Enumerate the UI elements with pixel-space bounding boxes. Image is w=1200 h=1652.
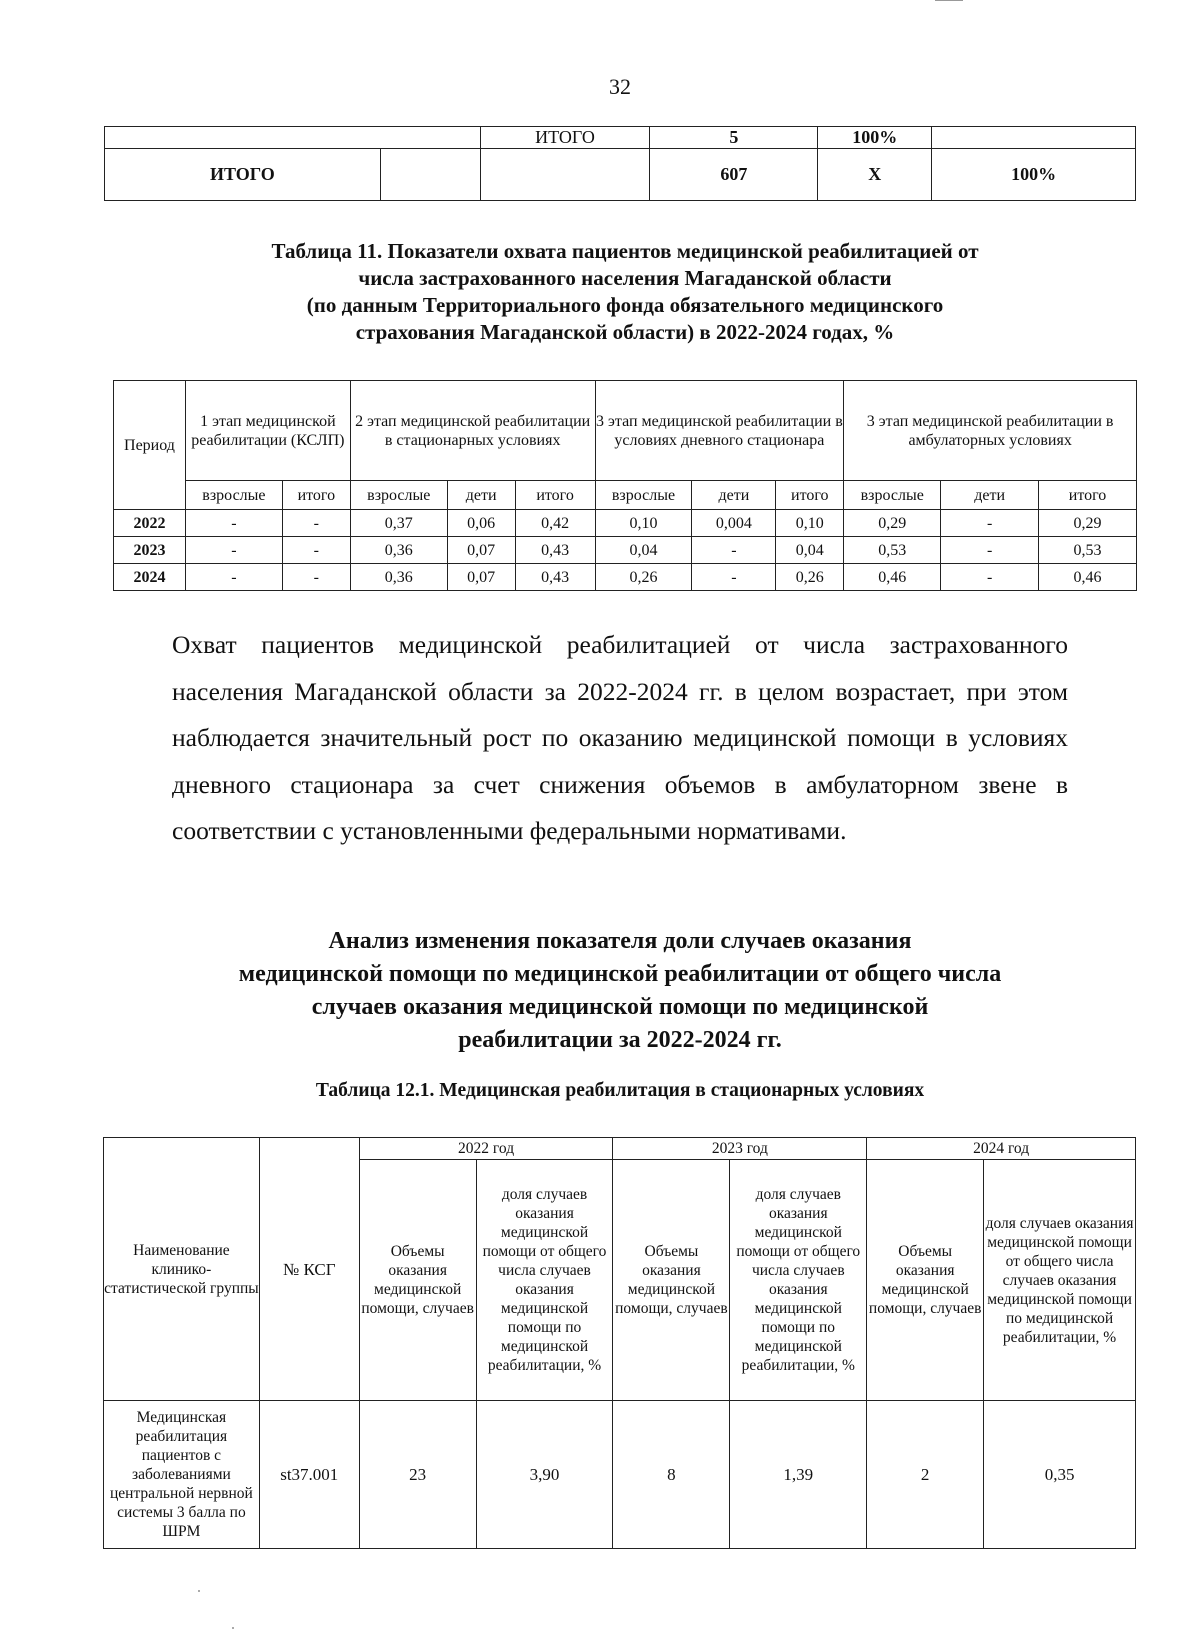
table-cell: -: [692, 537, 776, 564]
table-cell: 100%: [932, 149, 1136, 201]
header-ksg: № КСГ: [259, 1138, 359, 1401]
table-row: [105, 149, 1136, 201]
title-line: числа застрахованного населения Магаданской области: [358, 266, 892, 290]
table-row: [105, 127, 1136, 149]
table-row: [114, 537, 1137, 564]
header-year: 2022 год: [359, 1138, 613, 1160]
header-stage3-day: 3 этап медицинской реабилитации в условиях дневного стационара: [595, 381, 844, 481]
table-cell: 607: [650, 149, 818, 201]
year-cell: 2022: [114, 510, 186, 537]
table-cell: ИТОГО: [105, 149, 381, 201]
header-year: 2024 год: [867, 1138, 1136, 1160]
table-cell: -: [185, 510, 282, 537]
scan-speck: [198, 1590, 200, 1592]
header-stage1: 1 этап медицинской реабилитации (КСЛП): [185, 381, 350, 481]
title-line: страхования Магаданской области) в 2022-2024 годах, %: [355, 320, 895, 344]
table-cell: 0,10: [776, 510, 844, 537]
year-cell: 2023: [114, 537, 186, 564]
table11-title: [160, 238, 1090, 346]
header-volume: Объемы оказания медицинской помощи, случаев: [613, 1160, 730, 1401]
table-cell: 0,53: [844, 537, 941, 564]
table-cell: 23: [359, 1401, 476, 1549]
header-volume: Объемы оказания медицинской помощи, случаев: [867, 1160, 984, 1401]
table12-title: Таблица 12.1. Медицинская реабилитация в стационарных условиях: [315, 1080, 925, 1101]
table-row: [104, 1401, 1136, 1549]
table-cell: [480, 149, 650, 201]
heading-line: случаев оказания медицинской помощи по медицинской: [311, 994, 929, 1020]
heading-line: реабилитации за 2022-2024 гг.: [458, 1027, 782, 1053]
table-cell: [105, 127, 481, 149]
table-cell: 0,53: [1039, 537, 1137, 564]
table-cell: ИТОГО: [480, 127, 650, 149]
table-cell: 0,06: [447, 510, 515, 537]
header-share: доля случаев оказания медицинской помощи от общего числа случаев оказания медицинской помощи по медицинской реабилитации, %: [984, 1160, 1136, 1401]
table-cell: [380, 149, 480, 201]
table-cell: 2: [867, 1401, 984, 1549]
header-period: Период: [114, 381, 186, 510]
table-cell: -: [282, 510, 350, 537]
table-cell: 0,004: [692, 510, 776, 537]
header-stage3-amb: 3 этап медицинской реабилитации в амбулаторных условиях: [844, 381, 1137, 481]
table-cell: 0,46: [844, 564, 941, 591]
subheader-cell: взрослые: [595, 481, 692, 510]
subheader-cell: итого: [282, 481, 350, 510]
subheader-cell: взрослые: [185, 481, 282, 510]
summary-table: [104, 126, 1136, 201]
table-cell: 0,36: [350, 537, 447, 564]
coverage-table: [113, 380, 1137, 591]
subheader-cell: дети: [941, 481, 1039, 510]
table-cell: 0,35: [984, 1401, 1136, 1549]
table-cell: 0,46: [1039, 564, 1137, 591]
table-cell: -: [185, 564, 282, 591]
table-cell: 3,90: [476, 1401, 613, 1549]
rehab-table: [103, 1137, 1136, 1549]
title-line: (по данным Территориального фонда обязательного медицинского: [306, 293, 944, 317]
year-cell: 2024: [114, 564, 186, 591]
table-cell: 100%: [818, 127, 932, 149]
header-row: [104, 1138, 1136, 1160]
table-cell: 0,26: [595, 564, 692, 591]
table-cell: -: [185, 537, 282, 564]
table-cell: -: [282, 564, 350, 591]
subheader-cell: взрослые: [350, 481, 447, 510]
table-cell: 1,39: [730, 1401, 867, 1549]
table-cell: -: [692, 564, 776, 591]
table-cell: [932, 127, 1136, 149]
subheader-cell: итого: [776, 481, 844, 510]
table-cell: 0,29: [844, 510, 941, 537]
header-row: [114, 381, 1137, 481]
section-heading: [130, 925, 1110, 1057]
body-paragraph: Охват пациентов медицинской реабилитацией от числа застрахованного населения Магаданской области за 2022-2024 гг. в целом возрастает, при этом наблюдается значительный рост по оказанию медицинской помощи в условиях дневного стационара за счет снижения объемов в амбулаторном звене в соответствии с установленными федеральными нормативами.: [172, 630, 1068, 845]
table-cell: 8: [613, 1401, 730, 1549]
table-cell: 0,29: [1039, 510, 1137, 537]
subheader-cell: дети: [692, 481, 776, 510]
table-cell: 0,26: [776, 564, 844, 591]
table-cell: -: [941, 510, 1039, 537]
table-cell: 0,04: [595, 537, 692, 564]
table-cell: 5: [650, 127, 818, 149]
subheader-cell: итого: [515, 481, 595, 510]
subheader-cell: взрослые: [844, 481, 941, 510]
table-cell: 0,07: [447, 564, 515, 591]
table-cell: 0,42: [515, 510, 595, 537]
header-group-name: Наименование клинико-статистической группы: [104, 1138, 260, 1401]
table-row: [114, 564, 1137, 591]
heading-line: Анализ изменения показателя доли случаев оказания: [328, 928, 912, 954]
table-cell: -: [941, 537, 1039, 564]
group-name-cell: Медицинская реабилитация пациентов с заболеваниями центральной нервной системы 3 балла по ШРМ: [104, 1401, 260, 1549]
table-cell: Х: [818, 149, 932, 201]
table-cell: 0,10: [595, 510, 692, 537]
table-cell: 0,43: [515, 537, 595, 564]
header-volume: Объемы оказания медицинской помощи, случаев: [359, 1160, 476, 1401]
subheader-row: [114, 481, 1137, 510]
scan-speck: [232, 1627, 234, 1629]
scan-mark: [935, 0, 963, 1]
table-cell: 0,37: [350, 510, 447, 537]
header-share: доля случаев оказания медицинской помощи от общего числа случаев оказания медицинской помощи по медицинской реабилитации, %: [476, 1160, 613, 1401]
table-cell: 0,04: [776, 537, 844, 564]
heading-line: медицинской помощи по медицинской реабилитации от общего числа: [238, 961, 1002, 987]
title-line: Таблица 11. Показатели охвата пациентов медицинской реабилитацией от: [271, 239, 979, 263]
table-cell: 0,07: [447, 537, 515, 564]
subheader-cell: дети: [447, 481, 515, 510]
table-cell: -: [282, 537, 350, 564]
subheader-cell: итого: [1039, 481, 1137, 510]
header-stage2: 2 этап медицинской реабилитации в стационарных условиях: [350, 381, 595, 481]
header-year: 2023 год: [613, 1138, 867, 1160]
table-cell: 0,43: [515, 564, 595, 591]
ksg-cell: st37.001: [259, 1401, 359, 1549]
page-number: 32: [609, 74, 631, 99]
table-cell: 0,36: [350, 564, 447, 591]
table-cell: -: [941, 564, 1039, 591]
header-share: доля случаев оказания медицинской помощи от общего числа случаев оказания медицинской помощи по медицинской реабилитации, %: [730, 1160, 867, 1401]
table-row: [114, 510, 1137, 537]
